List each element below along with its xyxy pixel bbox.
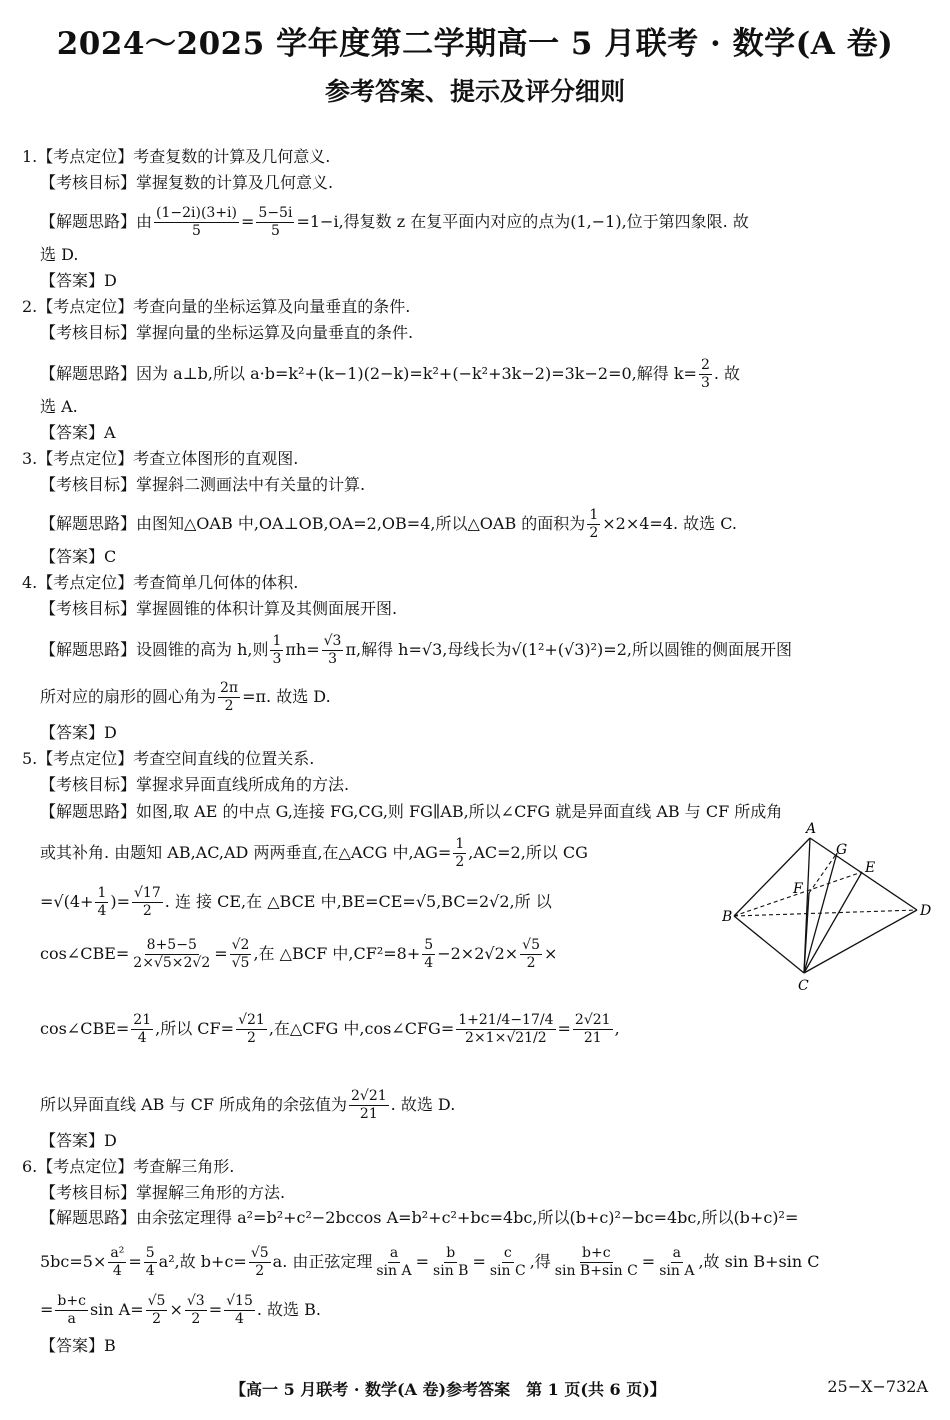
num: c <box>503 1245 512 1261</box>
den: a <box>67 1311 76 1327</box>
fraction <box>374 1245 413 1280</box>
num: 2π <box>220 680 239 696</box>
fraction <box>131 1012 153 1047</box>
q5-solution-l2 <box>40 836 588 871</box>
num: √5 <box>250 1245 269 1261</box>
fraction <box>422 937 435 972</box>
text: 【解题思路】由图知△OAB 中,OA⊥OB,OA=2,OB=4,所以△OAB 的面积为 <box>40 514 586 533</box>
q6-topic: 6.【考点定位】考查解三角形. <box>22 1157 235 1176</box>
fraction <box>218 680 240 715</box>
text: 【解题思路】设圆锥的高为 h,则 <box>40 640 269 659</box>
q1-answer: 【答案】D <box>40 271 117 290</box>
den: sin B+sin C <box>554 1263 638 1279</box>
fraction <box>699 357 712 392</box>
num: 5 <box>145 1245 155 1261</box>
den: 21 <box>583 1030 602 1046</box>
q6-solution-l3 <box>40 1293 321 1328</box>
num: √5 <box>522 937 540 953</box>
fraction <box>154 205 239 240</box>
text: −2×2√2× <box>437 944 519 963</box>
fraction <box>488 1245 528 1280</box>
q2-solution-cont: 选 A. <box>40 397 78 416</box>
num: 1 <box>455 836 465 852</box>
den: 4 <box>235 1311 244 1327</box>
q3-goal: 【考核目标】掌握斜二测画法中有关量的计算. <box>40 475 366 494</box>
num: 2 <box>700 357 710 373</box>
num: 1 <box>97 885 107 901</box>
text: 【解题思路】因为 a⊥b,所以 a·b=k²+(k−1)(2−k)=k²+(−k²+3k−2)=3k−2=0,解得 k= <box>40 364 697 383</box>
fraction <box>456 1012 555 1047</box>
edge-cd <box>804 910 917 973</box>
text: ,得 <box>529 1252 551 1271</box>
fraction <box>108 1245 126 1280</box>
den: 2 <box>246 1030 256 1046</box>
q1-solution-cont: 选 D. <box>40 245 79 264</box>
text: cos∠CBE= <box>40 944 130 963</box>
text: πh= <box>285 640 320 659</box>
q5-solution-l4 <box>40 937 557 972</box>
num: 2√21 <box>351 1088 387 1104</box>
text: ,故 sin B+sin C <box>698 1252 820 1271</box>
fraction <box>657 1245 696 1280</box>
den: 2×1×√21/2 <box>465 1030 547 1046</box>
den: 2 <box>526 955 536 971</box>
fraction <box>520 937 542 972</box>
q6-answer: 【答案】B <box>40 1336 116 1355</box>
page-subtitle: 参考答案、提示及评分细则 <box>324 77 625 106</box>
text: ,在△CFG 中,cos∠CFG= <box>268 1019 455 1038</box>
fraction <box>249 1245 271 1280</box>
text: = <box>472 1252 486 1271</box>
text: = <box>557 1019 571 1038</box>
q2-answer: 【答案】A <box>40 423 116 442</box>
text: a. 由正弦定理 <box>272 1252 373 1271</box>
fraction <box>55 1293 88 1328</box>
fraction <box>322 633 344 668</box>
num: b <box>446 1245 456 1261</box>
num: 2√21 <box>574 1012 611 1028</box>
edge-ad <box>810 838 917 910</box>
text: . 故选 D. <box>390 1095 456 1114</box>
label-a: A <box>806 821 817 837</box>
num: √3 <box>323 633 342 649</box>
text: sin A= <box>89 1300 144 1319</box>
text: ×2×4=4. 故选 C. <box>602 514 738 533</box>
den: 2×√5×2√2 <box>133 955 211 971</box>
den: 4 <box>424 955 434 971</box>
fraction <box>185 1293 207 1328</box>
text: π,解得 h=√3,母线长为√(1²+(√3)²)=2,所以圆锥的侧面展开图 <box>345 640 792 659</box>
segment-ce <box>804 872 862 973</box>
den: sin B <box>433 1263 469 1279</box>
q5-solution-l6 <box>40 1088 455 1123</box>
page-footer: 【高一 5 月联考 · 数学(A 卷)参考答案 第 1 页(共 6 页)】 <box>230 1380 666 1399</box>
label-e: E <box>865 860 876 876</box>
text: = <box>241 212 255 231</box>
q5-topic: 5.【考点定位】考查空间直线的位置关系. <box>22 749 315 768</box>
q3-answer: 【答案】C <box>40 547 117 566</box>
q5-solution: 【解题思路】如图,取 AE 的中点 G,连接 FG,CG,则 FG∥AB,所以∠CFG 就是异面直线 AB 与 CF 所成角 <box>40 802 783 821</box>
text: = <box>208 1300 223 1319</box>
num: 1+21/4−17/4 <box>458 1012 554 1028</box>
den: 2 <box>191 1311 201 1327</box>
q5-answer: 【答案】D <box>40 1131 117 1150</box>
text: = <box>40 1300 54 1319</box>
fraction <box>230 937 252 972</box>
den: 4 <box>145 1263 155 1279</box>
text: . 连 接 CE,在 △BCE 中,BE=CE=√5,BC=2√2,所 以 <box>164 892 552 911</box>
text: =√(4+ <box>40 892 94 911</box>
den: 4 <box>97 903 107 919</box>
q6-goal: 【考核目标】掌握解三角形的方法. <box>40 1183 286 1202</box>
q3-topic: 3.【考点定位】考查立体图形的直观图. <box>22 449 299 468</box>
edge-bc <box>734 916 804 973</box>
num: a <box>389 1245 399 1261</box>
den: 4 <box>112 1263 122 1279</box>
den: sin A <box>376 1263 412 1279</box>
den: 2 <box>455 854 465 870</box>
q4-solution <box>40 633 792 668</box>
q1-solution <box>40 205 749 240</box>
fraction <box>453 836 466 871</box>
num: √5 <box>147 1293 166 1309</box>
q5-solution-l5 <box>40 1012 620 1047</box>
text: )= <box>110 892 131 911</box>
fraction <box>132 885 163 920</box>
label-b: B <box>722 909 733 925</box>
fraction <box>270 633 283 668</box>
den: 5 <box>192 223 201 239</box>
num: b+c <box>582 1245 611 1261</box>
label-c: C <box>798 978 809 994</box>
text: cos∠CBE= <box>40 1019 130 1038</box>
q2-goal: 【考核目标】掌握向量的坐标运算及向量垂直的条件. <box>40 323 414 342</box>
den: 3 <box>272 651 282 667</box>
num: √21 <box>238 1012 265 1028</box>
den: 4 <box>137 1030 147 1046</box>
text: = <box>641 1252 656 1271</box>
edge-bd-hidden <box>734 910 917 916</box>
text: =1−i,得复数 z 在复平面内对应的点为(1,−1),位于第四象限. 故 <box>296 212 749 231</box>
q4-goal: 【考核目标】掌握圆锥的体积计算及其侧面展开图. <box>40 599 398 618</box>
text: . 故选 B. <box>256 1300 321 1319</box>
q5-solution-l3 <box>40 885 552 920</box>
label-f: F <box>793 881 803 897</box>
text: = <box>214 944 228 963</box>
num: b+c <box>57 1293 86 1309</box>
num: a² <box>110 1245 125 1261</box>
q3-solution <box>40 507 737 542</box>
fraction <box>131 937 212 972</box>
num: a <box>672 1245 681 1261</box>
den: 2 <box>152 1311 162 1327</box>
fraction <box>431 1245 470 1280</box>
num: √17 <box>134 885 161 901</box>
num: √2 <box>231 937 250 953</box>
fraction <box>95 885 108 920</box>
num: 8+5−5 <box>146 937 197 953</box>
text: × <box>169 1300 183 1319</box>
num: 5 <box>424 937 434 953</box>
q2-topic: 2.【考点定位】考查向量的坐标运算及向量垂直的条件. <box>22 297 411 316</box>
fraction <box>144 1245 157 1280</box>
den: 3 <box>328 651 338 667</box>
den: 2 <box>142 903 152 919</box>
den: 2 <box>224 698 234 714</box>
fraction <box>146 1293 168 1328</box>
den: 2 <box>255 1263 265 1279</box>
segment-fg-hidden <box>809 853 837 893</box>
den: 5 <box>270 223 280 239</box>
num: (1−2i)(3+i) <box>156 205 238 221</box>
q6-solution-l2 <box>40 1245 819 1280</box>
text: . 故 <box>713 364 741 383</box>
text: × <box>543 944 558 963</box>
num: 1 <box>272 633 282 649</box>
num: √3 <box>186 1293 205 1309</box>
fraction <box>553 1245 640 1280</box>
q1-goal: 【考核目标】掌握复数的计算及几何意义. <box>40 173 334 192</box>
text: 所对应的扇形的圆心角为 <box>40 687 217 706</box>
q4-topic: 4.【考点定位】考查简单几何体的体积. <box>22 573 299 592</box>
tetrahedron-figure <box>722 820 937 995</box>
q4-answer: 【答案】D <box>40 723 117 742</box>
text: 所以异面直线 AB 与 CF 所成角的余弦值为 <box>40 1095 348 1114</box>
fraction <box>224 1293 255 1328</box>
text: , <box>614 1019 620 1038</box>
text: ,AC=2,所以 CG <box>468 843 588 862</box>
den: sin A <box>659 1263 695 1279</box>
num: 1 <box>589 507 599 523</box>
label-g: G <box>836 842 848 858</box>
edge-ab <box>734 838 810 916</box>
text: 【解题思路】由 <box>40 212 153 231</box>
num: 21 <box>133 1012 152 1028</box>
fraction <box>236 1012 267 1047</box>
q2-solution <box>40 357 740 392</box>
den: 21 <box>359 1106 378 1122</box>
text: 5bc=5× <box>40 1252 107 1271</box>
text: = <box>128 1252 142 1271</box>
text: ,在 △BCF 中,CF²=8+ <box>253 944 421 963</box>
text: a²,故 b+c= <box>158 1252 247 1271</box>
den: sin C <box>489 1263 526 1279</box>
page-title: 2024～2025 学年度第二学期高一 5 月联考 · 数学(A 卷) <box>56 26 894 62</box>
fraction <box>256 205 294 240</box>
text: ,所以 CF= <box>155 1019 235 1038</box>
q6-solution: 【解题思路】由余弦定理得 a²=b²+c²−2bccos A=b²+c²+bc=4bc,所以(b+c)²−bc=4bc,所以(b+c)²= <box>40 1208 799 1227</box>
num: 5−5i <box>258 205 293 221</box>
fraction <box>349 1088 389 1123</box>
fraction <box>573 1012 613 1047</box>
den: 2 <box>589 525 599 541</box>
num: √15 <box>226 1293 253 1309</box>
den: 3 <box>700 375 710 391</box>
q1-topic: 1.【考点定位】考查复数的计算及几何意义. <box>22 147 331 166</box>
den: √5 <box>231 955 250 971</box>
document-code: 25−X−732A <box>827 1377 928 1396</box>
q5-goal: 【考核目标】掌握求异面直线所成角的方法. <box>40 775 350 794</box>
text: = <box>415 1252 430 1271</box>
text: =π. 故选 D. <box>242 687 331 706</box>
fraction <box>587 507 600 542</box>
q4-solution-cont <box>40 680 331 715</box>
text: 或其补角. 由题知 AB,AC,AD 两两垂直,在△ACG 中,AG= <box>40 843 452 862</box>
label-d: D <box>920 903 932 919</box>
